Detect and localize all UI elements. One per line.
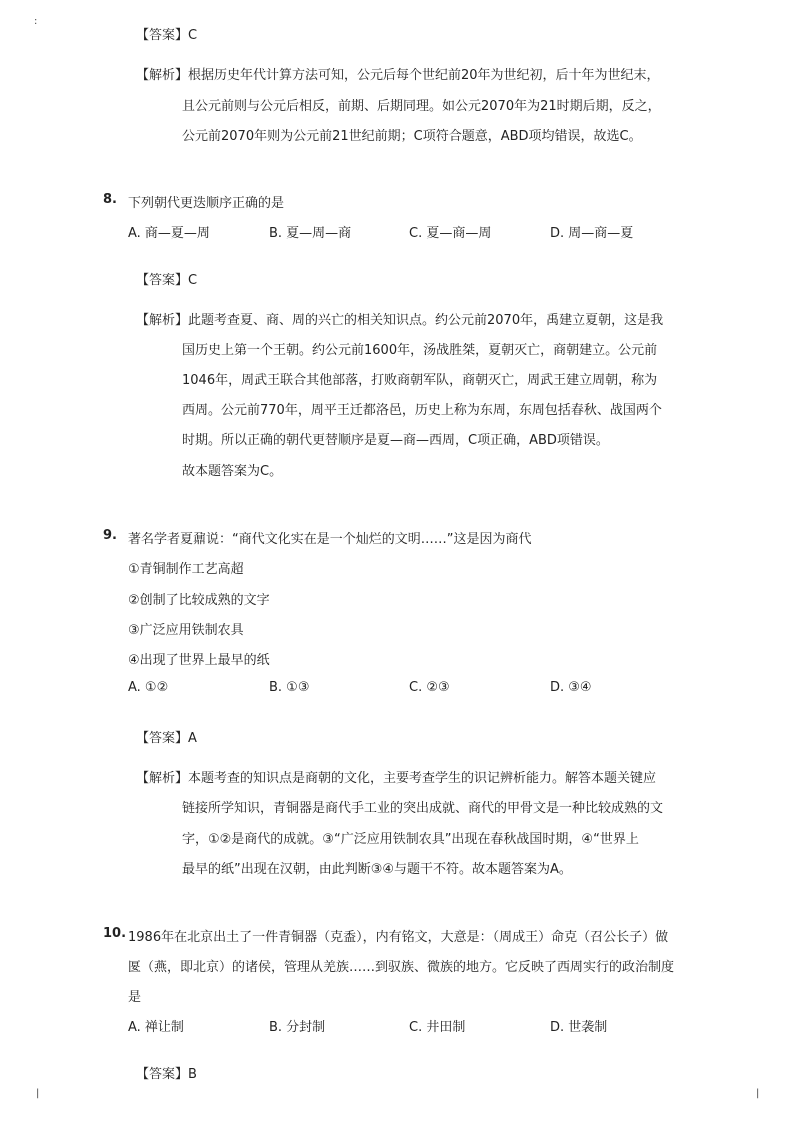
option-b: B. 夏—周—商 xyxy=(269,226,352,241)
explanation-text: 1046年，周武王联合其他部落，打败商朝军队，商朝灭亡，周武王建立周朝，称为 xyxy=(182,373,658,388)
explanation-text: 国历史上第一个王朝。约公元前1600年，汤战胜桀，夏朝灭亡，商朝建立。公元前 xyxy=(182,343,658,358)
explanation-text: 时期。所以正确的朝代更替顺序是夏—商—西周，C项正确，ABD项错误。 xyxy=(182,433,609,448)
explanation-label: 【解析】 xyxy=(136,68,189,83)
option-a: A. 禅让制 xyxy=(128,1020,184,1035)
answer-value: C xyxy=(188,273,198,288)
answer-label: 【答案】 xyxy=(136,28,189,43)
option-b: B. ①③ xyxy=(269,680,310,695)
explanation-text: 链接所学知识，青铜器是商代手工业的突出成就、商代的甲骨文是一种比较成熟的文 xyxy=(182,801,664,816)
corner-mark-top-left: : xyxy=(34,16,38,27)
explanation-line xyxy=(136,767,656,786)
answer-line xyxy=(136,24,197,43)
answer-line xyxy=(136,727,197,746)
question-stem: 著名学者夏鼐说：“商代文化实在是一个灿烂的文明……”这是因为商代 xyxy=(128,532,532,547)
question-stem: 是 xyxy=(128,990,142,1005)
statement-item: ④出现了世界上最早的纸 xyxy=(128,653,270,668)
statement-item: ②创制了比较成熟的文字 xyxy=(128,593,270,608)
explanation-line xyxy=(136,309,663,328)
option-d: D. 周—商—夏 xyxy=(550,226,634,241)
option-a: A. ①② xyxy=(128,680,169,695)
option-c: C. ②③ xyxy=(409,680,450,695)
explanation-text: 公元前2070年则为公元前21世纪前期；C项符合题意，ABD项均错误，故选C。 xyxy=(182,129,642,144)
answer-line xyxy=(136,269,197,288)
statement-item: ①青铜制作工艺高超 xyxy=(128,562,244,577)
question-stem: 下列朝代更迭顺序正确的是 xyxy=(128,196,285,211)
explanation-line xyxy=(136,64,660,83)
question-number: 9. xyxy=(103,528,117,543)
option-a: A. 商—夏—周 xyxy=(128,226,210,241)
explanation-text: 西周。公元前770年，周平王迁都洛邑，历史上称为东周，东周包括春秋、战国两个 xyxy=(182,403,662,418)
answer-line xyxy=(136,1063,197,1082)
statement-item: ③广泛应用铁制农具 xyxy=(128,623,244,638)
answer-value: B xyxy=(188,1067,197,1082)
question-number: 8. xyxy=(103,192,117,207)
answer-label: 【答案】 xyxy=(136,1067,189,1082)
explanation-text: 且公元前则与公元后相反，前期、后期同理。如公元2070年为21时期后期，反之， xyxy=(182,99,661,114)
answer-label: 【答案】 xyxy=(136,273,189,288)
explanation-text: 此题考查夏、商、周的兴亡的相关知识点。约公元前2070年，禹建立夏朝，这是我 xyxy=(188,313,664,328)
question-stem: 匽（燕，即北京）的诸侯，管理从羌族……到驭族、微族的地方。它反映了西周实行的政治制度 xyxy=(128,960,675,975)
corner-mark-bottom-right: | xyxy=(756,1088,760,1099)
option-c: C. 夏—商—周 xyxy=(409,226,492,241)
explanation-label: 【解析】 xyxy=(136,313,189,328)
explanation-text: 最早的纸”出现在汉朝，由此判断③④与题干不符。故本题答案为A。 xyxy=(182,862,572,877)
explanation-text: 字，①②是商代的成就。③“广泛应用铁制农具”出现在春秋战国时期，④“世界上 xyxy=(182,832,639,847)
explanation-label: 【解析】 xyxy=(136,771,189,786)
option-c: C. 井田制 xyxy=(409,1020,466,1035)
option-b: B. 分封制 xyxy=(269,1020,326,1035)
answer-value: C xyxy=(188,28,198,43)
option-d: D. 世袭制 xyxy=(550,1020,608,1035)
option-d: D. ③④ xyxy=(550,680,592,695)
corner-mark-bottom-left: | xyxy=(36,1088,40,1099)
answer-value: A xyxy=(188,731,197,746)
explanation-text: 根据历史年代计算方法可知，公元后每个世纪前20年为世纪初，后十年为世纪末， xyxy=(188,68,660,83)
answer-label: 【答案】 xyxy=(136,731,189,746)
question-number: 10. xyxy=(103,926,127,941)
question-stem: 1986年在北京出土了一件青铜器（克盉），内有铭文，大意是：（周成王）命克（召公长子）做 xyxy=(128,930,669,945)
explanation-text: 本题考查的知识点是商朝的文化，主要考查学生的识记辨析能力。解答本题关键应 xyxy=(188,771,657,786)
explanation-text: 故本题答案为C。 xyxy=(182,464,283,479)
